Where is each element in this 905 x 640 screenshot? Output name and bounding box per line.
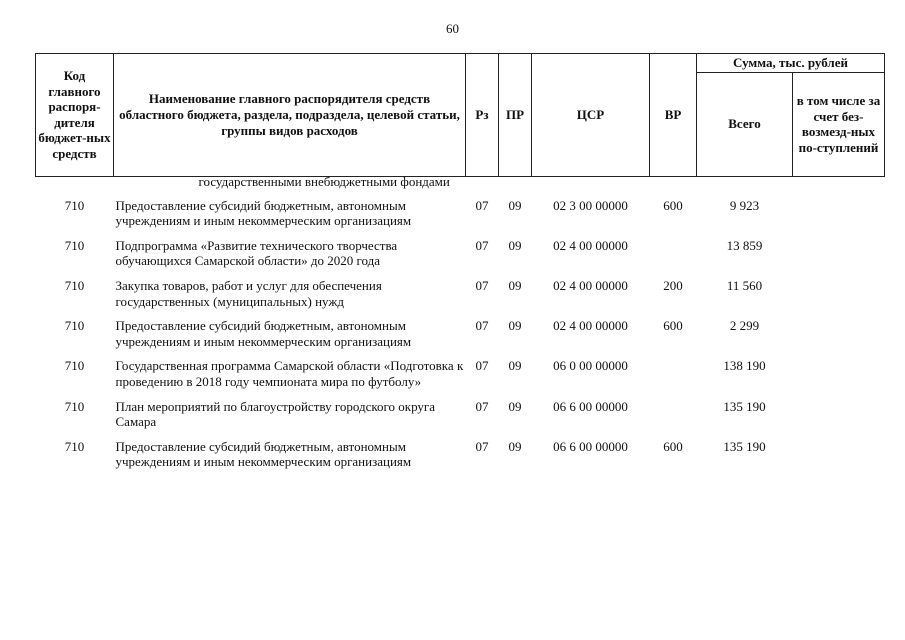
cell-total: 11 560 [726, 277, 763, 293]
cell-rz: 07 [475, 438, 489, 454]
header-vr: ВР [650, 54, 697, 177]
cell-csr: 02 4 00 00000 [553, 237, 628, 253]
cell-pr: 09 [508, 318, 522, 334]
cell-total: 9 923 [729, 197, 760, 213]
cell-csr: 06 6 00 00000 [553, 398, 628, 414]
header-csr: ЦСР [532, 54, 650, 177]
header-name: Наименование главного распорядителя средств областного бюджета, раздела, подраздела, целевой статьи, группы видов расходов [114, 54, 466, 177]
cell-name: Закупка товаров, работ и услуг для обеспечения государственных (муниципальных) нужд [115, 277, 382, 309]
cell-code: 710 [64, 318, 85, 334]
cell-pr: 09 [508, 398, 522, 414]
budget-table [35, 53, 885, 476]
cell-vr [650, 235, 697, 275]
table-header [36, 54, 885, 177]
cell-pr: 09 [508, 438, 522, 454]
cell-csr: 02 4 00 00000 [553, 277, 628, 293]
cell-name: Подпрограмма «Развитие технического творчества обучающихся Самарской области» до 2020 года [115, 237, 398, 269]
cell-csr: 02 4 00 00000 [553, 318, 628, 334]
cell-pr: 09 [508, 277, 522, 293]
cell-csr: 06 6 00 00000 [553, 438, 628, 454]
cell-total: 2 299 [729, 318, 760, 334]
cell-code: 710 [64, 197, 85, 213]
cell-vr: 600 [663, 197, 683, 213]
header-code: Код главного распоря-дителя бюджет-ных средств [36, 54, 114, 177]
cell-pr: 09 [508, 197, 522, 213]
cell-total: 135 190 [723, 398, 766, 414]
cell-vr [650, 355, 697, 395]
cell-pr: 09 [508, 237, 522, 253]
cell-name: Предоставление субсидий бюджетным, автономным учреждениям и иным некоммерческим организациям [115, 197, 412, 229]
cell-name: План мероприятий по благоустройству городского округа Самара [115, 398, 435, 430]
table-row [36, 235, 885, 275]
table-body [36, 173, 885, 476]
cell-code: 710 [64, 438, 85, 454]
cell-gratuitous [793, 195, 885, 235]
header-total: Всего [697, 72, 793, 176]
cell-name: Предоставление субсидий бюджетным, автономным учреждениям и иным некоммерческим организациям [115, 438, 412, 470]
cell-code: 710 [64, 277, 85, 293]
table-row [36, 275, 885, 315]
header-rz: Рз [466, 54, 499, 177]
cell-vr: 600 [663, 438, 683, 454]
table-row [36, 315, 885, 355]
cell-gratuitous [793, 355, 885, 395]
continuation-row [36, 176, 885, 195]
table-row [36, 195, 885, 235]
continuation-text: государственными внебюджетными фондами [198, 173, 450, 189]
cell-rz: 07 [475, 318, 489, 334]
cell-total: 13 859 [726, 237, 763, 253]
cell-code: 710 [64, 237, 85, 253]
cell-code: 710 [64, 398, 85, 414]
table-row [36, 436, 885, 476]
cell-name: Предоставление субсидий бюджетным, автономным учреждениям и иным некоммерческим организациям [115, 318, 412, 349]
cell-total: 135 190 [723, 438, 766, 454]
cell-vr: 600 [663, 318, 683, 334]
cell-rz: 07 [475, 358, 489, 374]
cell-rz: 07 [475, 277, 489, 293]
cell-gratuitous [793, 315, 885, 355]
table-row [36, 355, 885, 395]
cell-csr: 06 0 00 00000 [553, 358, 628, 374]
table-row [36, 396, 885, 436]
cell-vr [650, 396, 697, 436]
cell-pr: 09 [508, 358, 522, 374]
cell-gratuitous [793, 275, 885, 315]
header-sum: Сумма, тыс. рублей [697, 54, 885, 73]
cell-gratuitous [793, 235, 885, 275]
cell-rz: 07 [475, 398, 489, 414]
cell-vr: 200 [663, 277, 683, 293]
cell-csr: 02 3 00 00000 [553, 197, 628, 213]
cell-name: Государственная программа Самарской области «Подготовка к проведению в 2018 году чемпионата мира по футболу» [115, 358, 464, 389]
header-pr: ПР [499, 54, 532, 177]
page-number: 60 [446, 21, 459, 36]
header-gratuitous: в том числе за счет без-возмезд-ных по-ступлений [793, 72, 885, 176]
cell-rz: 07 [475, 237, 489, 253]
cell-rz: 07 [475, 197, 489, 213]
cell-code: 710 [64, 358, 85, 374]
cell-gratuitous [793, 396, 885, 436]
cell-total: 138 190 [723, 358, 766, 374]
cell-gratuitous [793, 436, 885, 476]
